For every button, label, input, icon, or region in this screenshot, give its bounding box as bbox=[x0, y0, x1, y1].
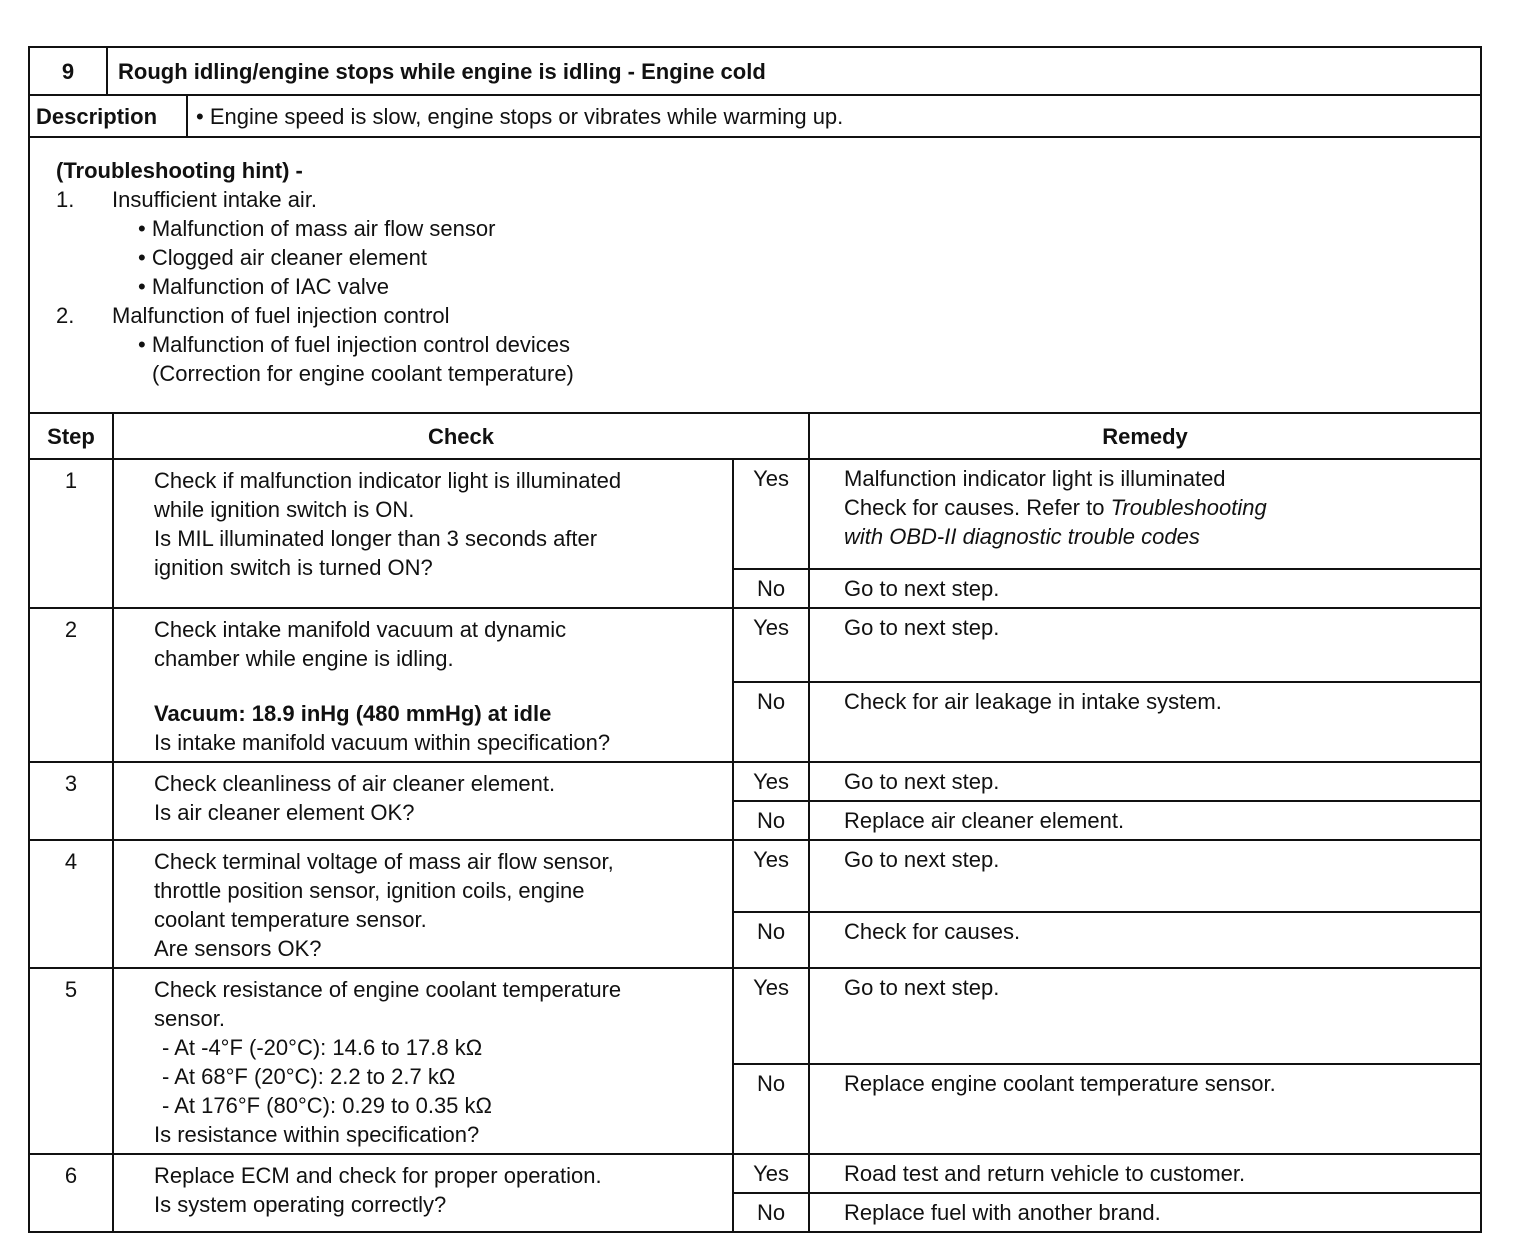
yes-remedy: Go to next step. bbox=[809, 762, 1481, 801]
check-line: coolant temperature sensor. bbox=[154, 907, 427, 932]
step-number: 6 bbox=[29, 1154, 113, 1232]
no-label: No bbox=[733, 1193, 809, 1232]
no-remedy: Check for air leakage in intake system. bbox=[809, 682, 1481, 762]
no-label: No bbox=[733, 912, 809, 968]
hint-subitem: • Malfunction of IAC valve bbox=[138, 274, 390, 299]
check-line: Check terminal voltage of mass air flow sensor, bbox=[154, 849, 614, 874]
column-header-remedy: Remedy bbox=[809, 413, 1481, 459]
step-number: 1 bbox=[29, 459, 113, 608]
no-remedy: Replace air cleaner element. bbox=[809, 801, 1481, 840]
check-question: Is resistance within specification? bbox=[154, 1122, 480, 1147]
check-line: sensor. bbox=[154, 1006, 225, 1031]
table-row bbox=[29, 762, 1481, 801]
step-number: 4 bbox=[29, 840, 113, 968]
check-line: Is system operating correctly? bbox=[154, 1192, 447, 1217]
description-table bbox=[28, 94, 1482, 138]
step-check bbox=[113, 608, 733, 762]
table-header-row bbox=[29, 413, 1481, 459]
column-header-check: Check bbox=[113, 413, 809, 459]
troubleshooting-sheet bbox=[28, 46, 1482, 1233]
hint-title: (Troubleshooting hint) - bbox=[56, 158, 303, 183]
check-line: Check cleanliness of air cleaner element. bbox=[154, 771, 556, 796]
hint-item bbox=[56, 301, 1480, 330]
yes-label: Yes bbox=[733, 1154, 809, 1193]
column-header-step: Step bbox=[29, 413, 113, 459]
hint-note: (Correction for engine coolant temperature) bbox=[152, 361, 574, 386]
yes-remedy: Go to next step. bbox=[809, 840, 1481, 912]
spacer bbox=[154, 673, 722, 699]
yes-label: Yes bbox=[733, 762, 809, 801]
step-check bbox=[113, 968, 733, 1154]
no-label: No bbox=[733, 801, 809, 840]
remedy-line bbox=[844, 493, 1470, 522]
hint-subitem: • Malfunction of fuel injection control devices bbox=[138, 332, 571, 357]
yes-remedy bbox=[809, 459, 1481, 569]
check-line: Check intake manifold vacuum at dynamic bbox=[154, 617, 567, 642]
hint-table bbox=[28, 136, 1482, 414]
description-label: Description bbox=[29, 95, 187, 137]
check-line: Replace ECM and check for proper operation. bbox=[154, 1163, 602, 1188]
check-line: throttle position sensor, ignition coils, engine bbox=[154, 878, 585, 903]
resistance-spec: - At 176°F (80°C): 0.29 to 0.35 kΩ bbox=[162, 1093, 492, 1118]
check-question: Is intake manifold vacuum within specification? bbox=[154, 730, 611, 755]
check-line: chamber while engine is idling. bbox=[154, 646, 454, 671]
steps-table bbox=[28, 412, 1482, 1233]
hint-item-number: 1. bbox=[56, 187, 75, 212]
hint-item-number: 2. bbox=[56, 303, 75, 328]
yes-remedy: Go to next step. bbox=[809, 968, 1481, 1064]
step-check bbox=[113, 459, 733, 608]
yes-label: Yes bbox=[733, 840, 809, 912]
procedure-title: Rough idling/engine stops while engine is idling - Engine cold bbox=[107, 47, 1481, 95]
step-number: 3 bbox=[29, 762, 113, 840]
no-label: No bbox=[733, 682, 809, 762]
check-line: ignition switch is turned ON? bbox=[154, 555, 433, 580]
yes-remedy: Road test and return vehicle to customer. bbox=[809, 1154, 1481, 1193]
step-check bbox=[113, 1154, 733, 1232]
no-remedy: Replace engine coolant temperature sensor. bbox=[809, 1064, 1481, 1154]
no-remedy: Check for causes. bbox=[809, 912, 1481, 968]
step-number: 5 bbox=[29, 968, 113, 1154]
header-table bbox=[28, 46, 1482, 96]
remedy-reference: Troubleshooting bbox=[1110, 495, 1267, 520]
check-line: Are sensors OK? bbox=[154, 936, 322, 961]
hint-item-text: Malfunction of fuel injection control bbox=[112, 303, 450, 328]
troubleshooting-hint bbox=[29, 137, 1481, 413]
remedy-reference: with OBD-II diagnostic trouble codes bbox=[844, 524, 1200, 549]
step-check bbox=[113, 840, 733, 968]
remedy-text: Check for causes. Refer to bbox=[844, 495, 1111, 520]
table-row bbox=[29, 968, 1481, 1064]
no-remedy: Go to next step. bbox=[809, 569, 1481, 608]
yes-label: Yes bbox=[733, 608, 809, 682]
check-line: Check resistance of engine coolant temperature bbox=[154, 977, 622, 1002]
yes-label: Yes bbox=[733, 968, 809, 1064]
hint-subitem: • Malfunction of mass air flow sensor bbox=[138, 216, 496, 241]
no-remedy: Replace fuel with another brand. bbox=[809, 1193, 1481, 1232]
step-check bbox=[113, 762, 733, 840]
yes-remedy: Go to next step. bbox=[809, 608, 1481, 682]
hint-subitem: • Clogged air cleaner element bbox=[138, 245, 427, 270]
check-line: Is MIL illuminated longer than 3 seconds after bbox=[154, 526, 598, 551]
no-label: No bbox=[733, 569, 809, 608]
procedure-number: 9 bbox=[29, 47, 107, 95]
step-number: 2 bbox=[29, 608, 113, 762]
hint-item-text: Insufficient intake air. bbox=[112, 187, 318, 212]
table-row bbox=[29, 1154, 1481, 1193]
table-row bbox=[29, 608, 1481, 682]
resistance-spec: - At 68°F (20°C): 2.2 to 2.7 kΩ bbox=[162, 1064, 456, 1089]
hint-item bbox=[56, 185, 1480, 214]
description-text: • Engine speed is slow, engine stops or vibrates while warming up. bbox=[187, 95, 1481, 137]
check-line: Check if malfunction indicator light is illuminated bbox=[154, 468, 622, 493]
no-label: No bbox=[733, 1064, 809, 1154]
remedy-line: Malfunction indicator light is illuminated bbox=[844, 466, 1226, 491]
check-line: while ignition switch is ON. bbox=[154, 497, 415, 522]
yes-label: Yes bbox=[733, 459, 809, 569]
check-line: Is air cleaner element OK? bbox=[154, 800, 415, 825]
vacuum-spec: Vacuum: 18.9 inHg (480 mmHg) at idle bbox=[154, 701, 552, 726]
table-row bbox=[29, 840, 1481, 912]
resistance-spec: - At -4°F (-20°C): 14.6 to 17.8 kΩ bbox=[162, 1035, 483, 1060]
table-row bbox=[29, 459, 1481, 569]
